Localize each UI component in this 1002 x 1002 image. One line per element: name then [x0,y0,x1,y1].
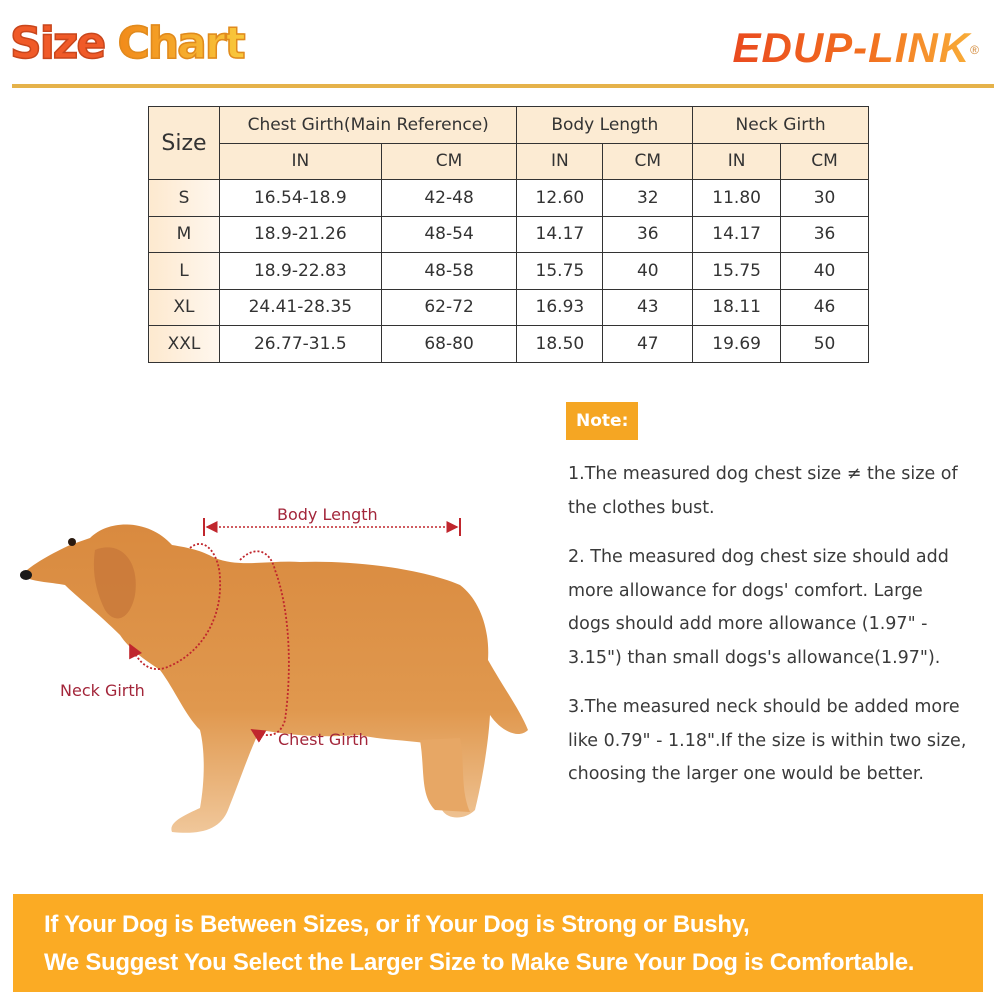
neck-cm-cell: 36 [781,216,869,253]
neck-in-cell: 11.80 [693,180,781,217]
body-cm-cell: 36 [603,216,693,253]
chest-in-cell: 18.9-22.83 [219,253,381,290]
brand-name: EDUP-LINK [732,24,971,71]
body-in-cell: 12.60 [517,180,603,217]
table-row [149,216,869,253]
table-unit-header-row [149,143,869,180]
note-item-3: 3.The measured neck should be added more like 0.79" - 1.18".If the size is within two size, choosing the larger one would be better. [568,697,967,784]
chest-cm-cell: 48-58 [381,253,517,290]
note-item-1: 1.The measured dog chest size ≠ the size of the clothes bust. [568,464,958,518]
size-cell: S [149,180,220,217]
body-in-cell: 16.93 [517,289,603,326]
size-column-header: Size [149,107,220,180]
body-cm-cell: 32 [603,180,693,217]
size-chart-title [10,16,244,72]
neck-cm-cell: 46 [781,289,869,326]
neck-girth-label: Neck Girth [60,681,145,700]
title-word-chart: Chart [117,18,244,69]
brand-logo [732,24,980,72]
chest-cm-cell: 62-72 [381,289,517,326]
neck-cm-cell: 50 [781,326,869,363]
size-cell: XL [149,289,220,326]
neck-in-header: IN [693,143,781,180]
body-cm-cell: 47 [603,326,693,363]
table-group-header-row [149,107,869,144]
table-row [149,289,869,326]
body-in-cell: 18.50 [517,326,603,363]
banner-line-1: If Your Dog is Between Sizes, or if Your Dog is Strong or Bushy, [44,911,750,938]
table-row [149,253,869,290]
body-in-cell: 14.17 [517,216,603,253]
size-cell: XXL [149,326,220,363]
note-item-2: 2. The measured dog chest size should add more allowance for dogs' comfort. Large dogs should add more allowance (1.97" - 3.15") than small dogs's allowance(1.97"). [568,547,949,668]
chest-cm-cell: 68-80 [381,326,517,363]
dog-image [0,490,545,850]
neck-in-cell: 19.69 [693,326,781,363]
note-badge: Note: [566,402,638,440]
neck-cm-cell: 30 [781,180,869,217]
chest-girth-label: Chest Girth [278,730,369,749]
body-cm-cell: 40 [603,253,693,290]
body-cm-header: CM [603,143,693,180]
title-word-size: Size [10,18,105,69]
neck-girth-header: Neck Girth [693,107,869,144]
chest-girth-header: Chest Girth(Main Reference) [219,107,517,144]
neck-cm-header: CM [781,143,869,180]
body-length-label: Body Length [277,505,378,524]
registered-mark: ® [970,43,980,57]
dog-measurement-illustration [0,490,545,850]
notes-list [568,458,968,808]
chest-cm-header: CM [381,143,517,180]
chest-in-cell: 24.41-28.35 [219,289,381,326]
size-cell: M [149,216,220,253]
body-in-cell: 15.75 [517,253,603,290]
banner-line-2: We Suggest You Select the Larger Size to Make Sure Your Dog is Comfortable. [44,949,915,976]
body-cm-cell: 43 [603,289,693,326]
chest-cm-cell: 42-48 [381,180,517,217]
chest-in-cell: 18.9-21.26 [219,216,381,253]
table-row [149,180,869,217]
sizing-advice-banner [13,894,983,992]
neck-in-cell: 15.75 [693,253,781,290]
neck-in-cell: 14.17 [693,216,781,253]
body-in-header: IN [517,143,603,180]
size-table [148,106,869,363]
chest-cm-cell: 48-54 [381,216,517,253]
neck-in-cell: 18.11 [693,289,781,326]
header-divider [12,84,994,88]
neck-cm-cell: 40 [781,253,869,290]
size-cell: L [149,253,220,290]
chest-in-header: IN [219,143,381,180]
chest-in-cell: 26.77-31.5 [219,326,381,363]
chest-in-cell: 16.54-18.9 [219,180,381,217]
table-row [149,326,869,363]
body-length-header: Body Length [517,107,693,144]
